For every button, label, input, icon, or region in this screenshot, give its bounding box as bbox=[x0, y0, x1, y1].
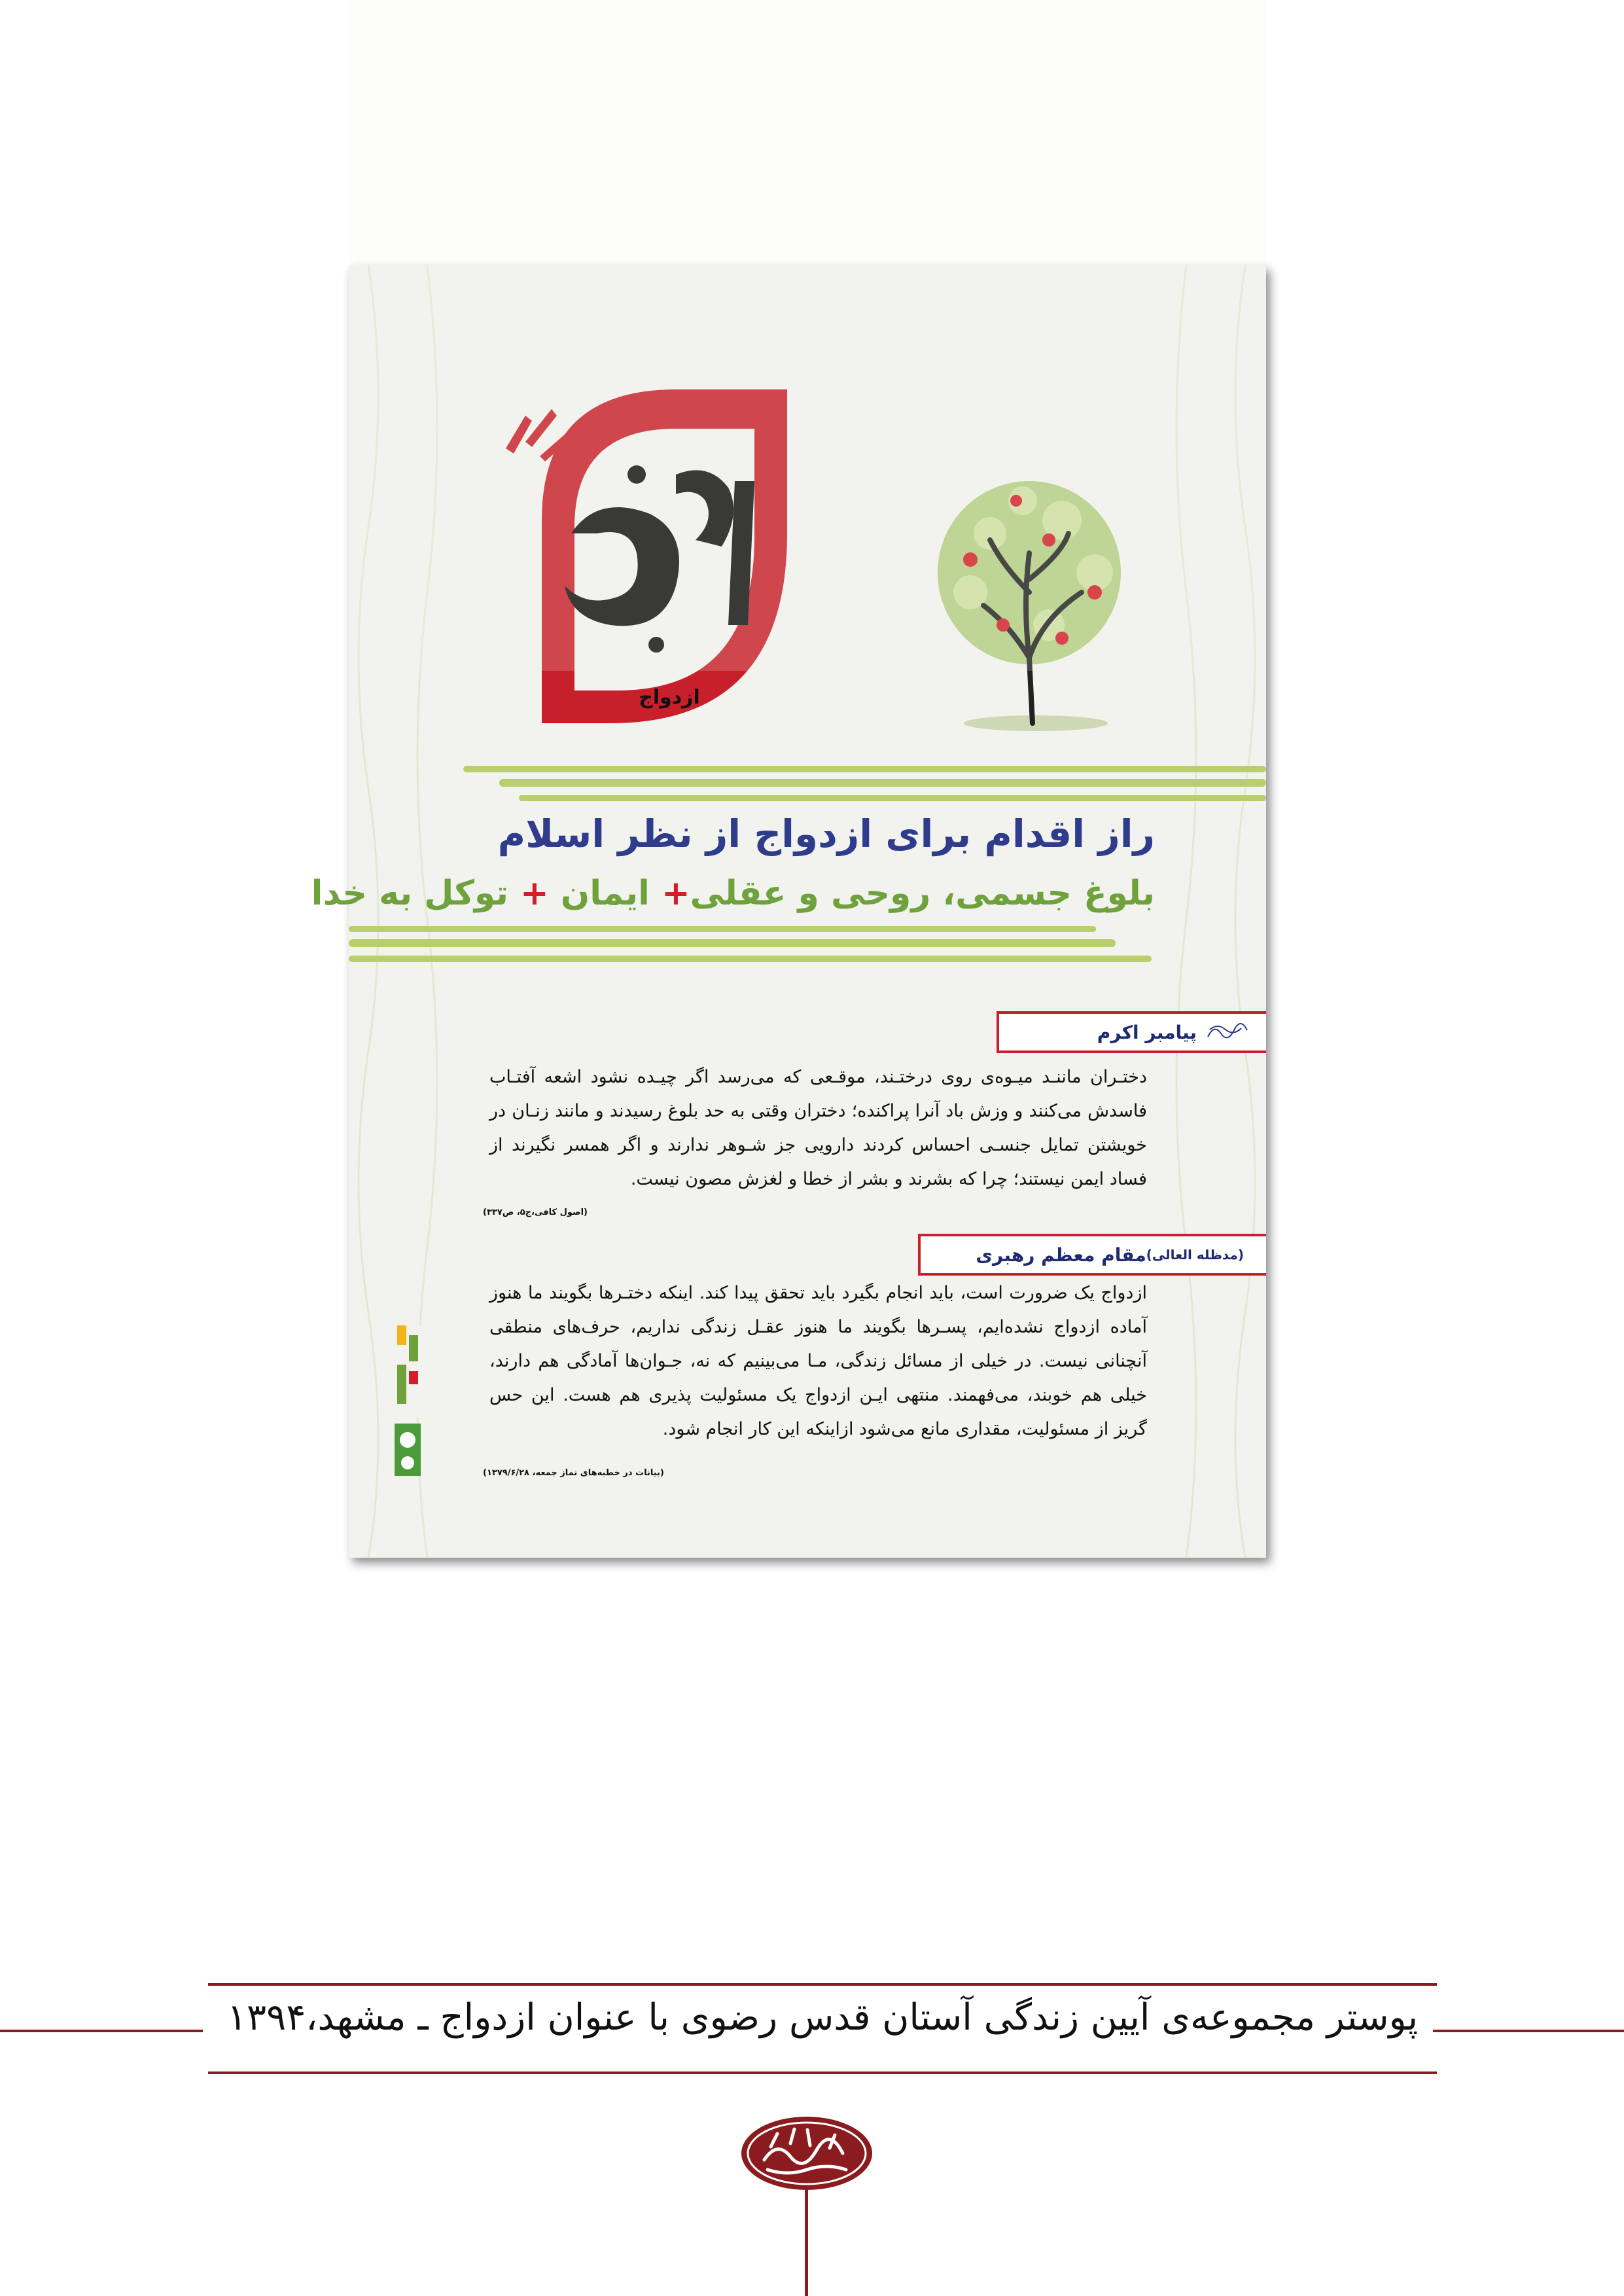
citation-prophet: (اصول کافی،ج۵، ص۳۳۷) bbox=[483, 1208, 588, 1217]
citation-leader: (بیانات در خطبه‌های نماز جمعه، ۱۳۷۹/۶/۲۸) bbox=[483, 1468, 664, 1478]
poster-headline: راز اقدام برای ازدواج از نظر اسلام bbox=[497, 812, 1155, 856]
caption-rule-top bbox=[208, 1983, 1437, 1986]
caption-rule-right bbox=[1433, 2030, 1624, 2032]
reflection-fade bbox=[349, 1558, 1266, 1964]
poster-caption: پوستر مجموعه‌ی آیین زندگی آستان قدس رضوی با عنوان ازدواج ـ مشهد،۱۳۹۴ bbox=[226, 1996, 1419, 2039]
section-paragraph-leader: ازدواج یک ضرورت است، باید انجام بگیرد باید تحقق پیدا کند. اینکه دختـرها بگویند ما هنوز آماده ازدواج نشده‌ایم، پسـرها بگویند ما هنوز عقـل زندگی نداریم، حرف‌های منطقی آنچنانی نیست. در خیلی از مسائل زندگی، مـا می‌بینیم که نه، جـوان‌ها آمادگی هم دارند، خیلی هم خوبند، می‌فهمند. منتهی ایـن ازدواج یک مسئولیت پذیری هم هست. این حس گریز از مسئولیت، مقداری مانع می‌شود ازاینکه این کار انجام شود. bbox=[489, 1283, 1147, 1439]
section-title-prophet: پیامبر اکرم bbox=[1097, 1021, 1197, 1043]
section-tag-prophet bbox=[997, 1011, 1266, 1053]
caption-bar bbox=[0, 1983, 1624, 2075]
salawat-calligraphy-icon bbox=[1205, 1020, 1250, 1044]
calligraphy-seal-icon bbox=[738, 2114, 875, 2193]
caption-rule-bottom bbox=[208, 2072, 1437, 2074]
caption-rule-left bbox=[0, 2030, 203, 2032]
section-title-suffix: (مدظله العالی) bbox=[1146, 1247, 1244, 1263]
section-tag-leader bbox=[918, 1234, 1266, 1276]
logo-word: ازدواج bbox=[639, 686, 700, 709]
brand-vertical-logo bbox=[395, 1325, 421, 1476]
poster-subheadline: بلوغ جسمی، روحی و عقلی+ ایمان + توکل به خدا bbox=[311, 874, 1155, 913]
section-paragraph-prophet: دختـران ماننـد میـوه‌ی روی درختـند، موقـعی که می‌رسد اگر چیـده نشود اشعه آفتـاب فاسدش می‌کنند و وزش باد آنرا پراکنده؛ دختران وقتی به حد بلوغ رسیدند و مانند زنـان در خویشتن تمایل جنسـی احساس کردند دارویی جز شـوهر ندارند و اگر همسر نگیرند از فساد ایمن نیستند؛ چرا که بشرند و بشر از خطا و لغزش مصون نیست. bbox=[489, 1067, 1147, 1189]
reflection-image bbox=[349, 0, 1266, 671]
section-title-leader: مقام معظم رهبری bbox=[976, 1244, 1146, 1266]
footer-vertical-rule bbox=[805, 2186, 808, 2296]
poster-reflection bbox=[349, 1558, 1266, 1964]
